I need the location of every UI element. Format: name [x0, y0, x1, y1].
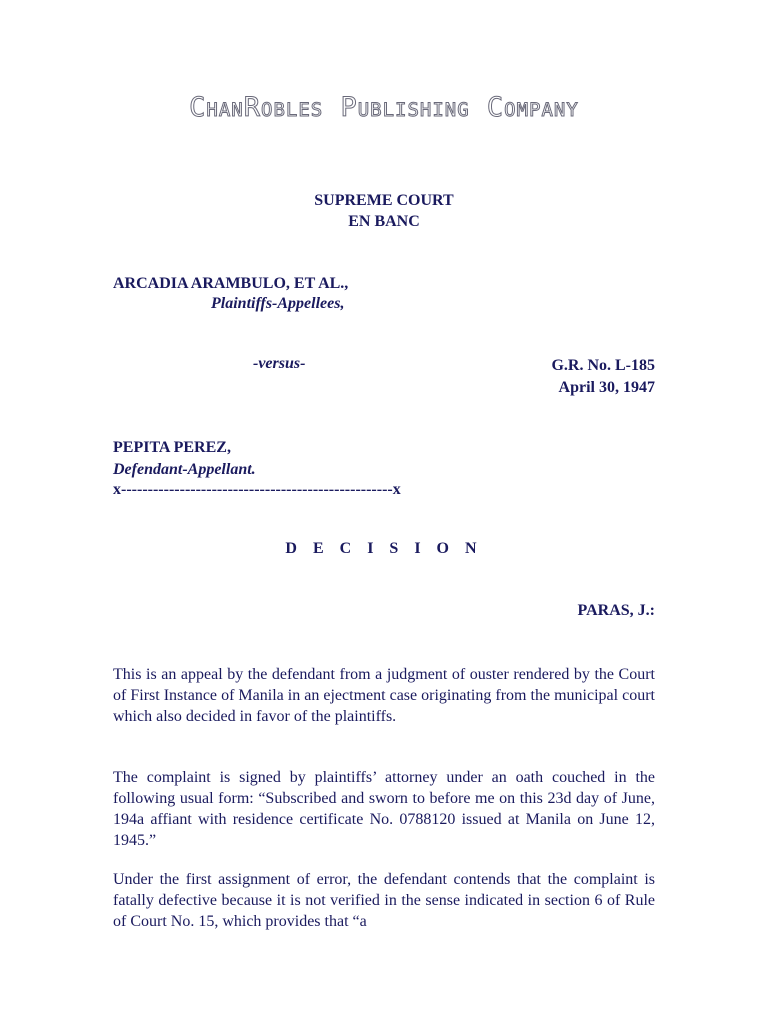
decision-heading: D E C I S I O N: [285, 540, 483, 557]
court-heading: [0, 190, 768, 232]
case-info: [551, 355, 655, 399]
court-name: SUPREME COURT: [314, 192, 454, 209]
case-number: G.R. No. L-185: [551, 357, 655, 374]
case-date: April 30, 1947: [558, 379, 655, 396]
caption-divider: x---------------------------------------------------x: [113, 481, 401, 498]
defendant-block: [113, 437, 256, 481]
versus-label: -versus-: [253, 355, 306, 372]
paragraph-2: The complaint is signed by plaintiffs’ attorney under an oath couched in the following usual form: “Subscribed and sworn to before me on this 23d day of June, 194a affiant with residence certificate No. 0788120 issued at Manila on June 12, 1945.”: [113, 769, 655, 849]
paragraph-3: Under the first assignment of error, the defendant contends that the complaint is fatally defective because it is not verified in the sense indicated in section 6 of Rule of Court No. 15, which provides that “a: [113, 871, 655, 930]
defendant-role: Defendant-Appellant.: [113, 461, 256, 478]
plaintiffs-role: Plaintiffs-Appellees,: [211, 295, 345, 312]
ponente: PARAS, J.:: [577, 602, 655, 619]
plaintiffs-name: ARCADIA ARAMBULO, ET AL.,: [113, 275, 349, 292]
paragraph-1: This is an appeal by the defendant from a judgment of ouster rendered by the Court of First Instance of Manila in an ejectment case originating from the municipal court which also decided in favor of the plaintiffs.: [113, 666, 655, 725]
court-division: EN BANC: [348, 213, 420, 230]
publisher-header: ChanRobles Publishing Company: [189, 92, 579, 123]
defendant-name: PEPITA PEREZ,: [113, 439, 231, 456]
